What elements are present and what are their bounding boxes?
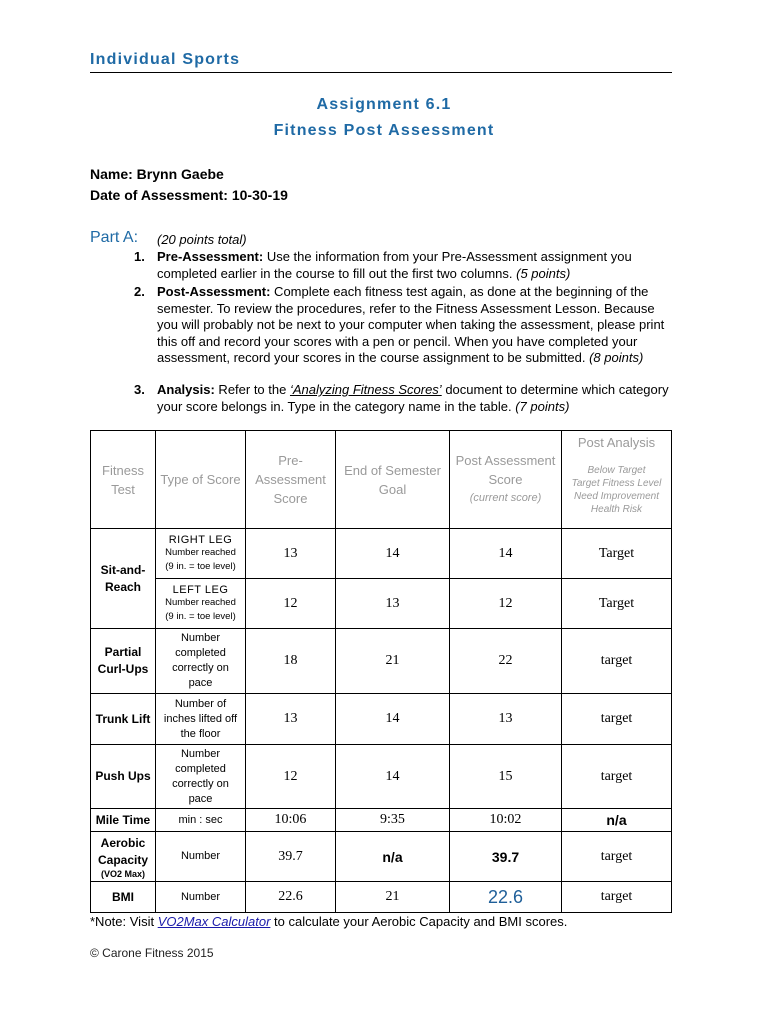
type-cell: Number (156, 832, 246, 882)
header-post-label: Post Assessment Score (455, 453, 556, 487)
header-type-of-score: Type of Score (156, 431, 246, 529)
type-cell: Number completed correctly on pace (156, 629, 246, 694)
analysis-result: target (562, 694, 672, 745)
type-cell-left-leg (156, 579, 246, 629)
analysis-option: Need Improvement (573, 491, 660, 502)
note-prefix: *Note: Visit (90, 914, 158, 929)
type-cell: min : sec (156, 809, 246, 832)
analysis-result: n/a (562, 809, 672, 832)
course-title: Individual Sports (90, 51, 241, 68)
instruction-text: Refer to the (214, 382, 290, 397)
header-post-sub: (current score) (469, 492, 542, 504)
table-row (91, 529, 672, 579)
post-score: 14 (450, 529, 562, 579)
row-label-push-ups: Push Ups (91, 745, 156, 809)
instruction-pre-assessment (157, 249, 677, 282)
type-text: (9 in. = toe level) (165, 560, 236, 572)
goal-score: 14 (336, 745, 450, 809)
analyzing-scores-doc-ref: ‘Analyzing Fitness Scores’ (289, 382, 442, 397)
pre-score: 13 (246, 529, 336, 579)
instruction-post-assessment (157, 284, 677, 367)
header-rule (90, 72, 672, 73)
header-goal: End of Semester Goal (336, 431, 450, 529)
copyright: © Carone Fitness 2015 (90, 946, 214, 960)
row-label-sit-and-reach: Sit-and-Reach (91, 529, 156, 629)
type-cell: Number (156, 882, 246, 913)
pre-score: 13 (246, 694, 336, 745)
pre-score: 10:06 (246, 809, 336, 832)
analysis-result: target (562, 629, 672, 694)
instruction-lead: Post-Assessment: (157, 284, 271, 299)
item-number-2: 2. (134, 284, 145, 299)
table-row (91, 745, 672, 809)
post-score: 22 (450, 629, 562, 694)
pre-score: 39.7 (246, 832, 336, 882)
type-cell: Number of inches lifted off the floor (156, 694, 246, 745)
type-text: Number reached (165, 596, 236, 608)
goal-score: 14 (336, 529, 450, 579)
goal-score: 13 (336, 579, 450, 629)
row-label-mile-time: Mile Time (91, 809, 156, 832)
calculator-note (90, 914, 567, 929)
type-text: (9 in. = toe level) (165, 610, 236, 622)
type-cell: Number completed correctly on pace (156, 745, 246, 809)
analysis-result: target (562, 832, 672, 882)
analysis-result: Target (562, 579, 672, 629)
row-label-bmi: BMI (91, 882, 156, 913)
instruction-points: (8 points) (589, 350, 644, 365)
header-post-analysis (562, 431, 672, 529)
item-number-1: 1. (134, 249, 145, 264)
goal-score: 21 (336, 629, 450, 694)
row-label-trunk-lift: Trunk Lift (91, 694, 156, 745)
vo2max-calculator-link[interactable]: VO2Max Calculator (157, 914, 271, 929)
type-text: Number reached (165, 546, 236, 558)
instruction-analysis (157, 382, 677, 415)
row-label-aerobic-capacity (91, 832, 156, 882)
post-score: 15 (450, 745, 562, 809)
table-row (91, 629, 672, 694)
table-row (91, 694, 672, 745)
type-heading: LEFT LEG (172, 583, 229, 596)
pre-score: 12 (246, 579, 336, 629)
instruction-text: Use the information from your Pre-Assessment assignment you completed earlier in the course to fill out the first two columns. (157, 249, 632, 281)
post-score: 39.7 (450, 832, 562, 882)
table-row (91, 579, 672, 629)
header-fitness-test: Fitness Test (91, 431, 156, 529)
row-label-curl-ups: Partial Curl-Ups (91, 629, 156, 694)
student-name: Name: Brynn Gaebe (90, 166, 224, 182)
pre-score: 22.6 (246, 882, 336, 913)
item-number-3: 3. (134, 382, 145, 397)
note-suffix: to calculate your Aerobic Capacity and BMI scores. (270, 914, 568, 929)
instruction-text: document to determine which category your score belongs in. Type in the category name in the table. (157, 382, 669, 414)
part-a-heading: Part A: (90, 229, 139, 246)
fitness-table (90, 430, 672, 913)
document-title: Fitness Post Assessment (273, 122, 495, 139)
goal-score: 9:35 (336, 809, 450, 832)
table-row (91, 809, 672, 832)
instruction-points: (5 points) (516, 265, 571, 281)
analysis-result: target (562, 882, 672, 913)
assignment-number: Assignment 6.1 (316, 96, 452, 113)
pre-score: 18 (246, 629, 336, 694)
analysis-option: Health Risk (590, 504, 643, 515)
part-a-points: (20 points total) (157, 232, 247, 247)
goal-score: n/a (336, 832, 450, 882)
assessment-date: Date of Assessment: 10-30-19 (90, 187, 288, 203)
analysis-option: Target Fitness Level (571, 478, 662, 489)
analysis-option: Below Target (587, 465, 646, 476)
instruction-lead: Analysis: (157, 382, 215, 397)
table-header-row (91, 431, 672, 529)
header-post-assessment (450, 431, 562, 529)
analysis-result: Target (562, 529, 672, 579)
instruction-lead: Pre-Assessment: (157, 249, 264, 264)
post-score: 12 (450, 579, 562, 629)
instruction-text: Complete each fitness test again, as done at the beginning of the semester. To review the procedures, refer to the Fitness Assessment Lesson. Because you will probably not be next to your computer when taking the assessment, please print this off and record your scores with a pen or pencil. When you have completed your assessment, record your scores in the course assignment to be submitted. (157, 284, 665, 365)
analysis-result: target (562, 745, 672, 809)
goal-score: 21 (336, 882, 450, 913)
header-analysis-label: Post Analysis (577, 435, 656, 450)
row-label-sub: (VO2 Max) (100, 868, 145, 879)
post-score: 22.6 (450, 882, 562, 913)
table-row (91, 832, 672, 882)
header-pre-assessment: Pre-Assessment Score (246, 431, 336, 529)
table-row (91, 882, 672, 913)
goal-score: 14 (336, 694, 450, 745)
type-heading: RIGHT LEG (168, 533, 233, 546)
pre-score: 12 (246, 745, 336, 809)
instruction-points: (7 points) (515, 398, 570, 414)
post-score: 10:02 (450, 809, 562, 832)
post-score: 13 (450, 694, 562, 745)
type-cell-right-leg (156, 529, 246, 579)
row-label: Aerobic Capacity (97, 835, 149, 867)
